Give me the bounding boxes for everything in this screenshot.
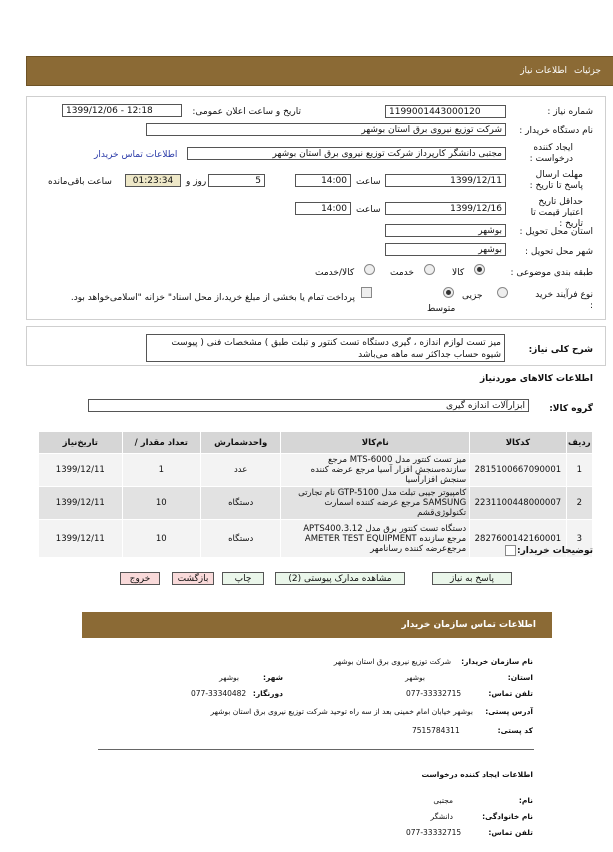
- contact-city-value: بوشهر: [219, 673, 239, 682]
- reply-button[interactable]: پاسخ به نیاز: [432, 572, 512, 585]
- cell-code: 2231100448000007: [470, 487, 566, 520]
- goods-table: [38, 431, 593, 558]
- category-goods-label: کالا: [452, 268, 465, 278]
- contact-header-bar: [82, 612, 552, 638]
- validity-label: حداقل تاریخ اعتبار قیمت تا تاریخ :: [530, 197, 583, 229]
- cell-name: دستگاه تست کنتور برق مدل APTS400.3.12 مرجع سازنده AMETER TEST EQUIPMENT مرجع‌عرضه کننده رسانامهر: [281, 520, 470, 558]
- category-service-label: خدمت: [390, 268, 414, 278]
- need-number-field: 1199001443000120: [385, 105, 506, 118]
- treasury-checkbox[interactable]: [361, 287, 372, 298]
- creator-phone-label: تلفن تماس:: [488, 828, 533, 837]
- org-label: نام سازمان خریدار:: [461, 657, 533, 666]
- table-row: [39, 487, 593, 520]
- contact-title: اطلاعات تماس سازمان خریدار: [401, 620, 536, 630]
- goods-group-field: ابزارآلات اندازه گیری: [88, 399, 529, 412]
- need-number-label: شماره نیاز :: [547, 107, 593, 117]
- cell-name: میز تست کنتور مدل MTS-6000 مرجع سازنده‌سنجش افزار آسیا مرجع عرضه کننده سنجش افزارآسیا: [281, 454, 470, 487]
- process-partial-label: جزیی: [462, 291, 483, 301]
- process-label: نوع فرآیند خرید :: [535, 290, 593, 311]
- cell-name: کامپیوتر جیبی تبلت مدل GTP-5100 نام تجارتی SAMSUNG مرجع عرضه کننده اسمارت تکنولوژی‌قشم: [281, 487, 470, 520]
- col-index: ردیف: [566, 432, 592, 454]
- contact-fax-label: دورنگار:: [252, 689, 283, 698]
- buyer-label: نام دستگاه خریدار :: [519, 126, 593, 136]
- city-field: بوشهر: [385, 243, 506, 256]
- creator-info-title: اطلاعات ایجاد کننده درخواست: [421, 770, 533, 779]
- buyer-field: شرکت توزیع نیروی برق استان بوشهر: [146, 123, 506, 136]
- province-field: بوشهر: [385, 224, 506, 237]
- creator-name-value: مجتبی: [433, 796, 453, 805]
- remaining-time-field: 01:23:34: [125, 174, 181, 187]
- city-label: شهر محل تحویل :: [524, 247, 593, 257]
- contact-phone-label: تلفن تماس:: [488, 689, 533, 698]
- days-label: روز و: [186, 177, 207, 187]
- cell-index: 2: [566, 487, 592, 520]
- col-date: تاریخ‌نیاز: [39, 432, 123, 454]
- announce-field: 1399/12/06 - 12:18: [62, 104, 182, 117]
- print-button[interactable]: چاپ: [222, 572, 264, 585]
- cell-qty: 10: [122, 520, 200, 558]
- description-text: میز تست لوازم اندازه ، گیری دستگاه تست کنتور و تبلت طبق ) مشخصات فنی ( پیوست شیوه حساب جداکثر سه ماهه می‌باشد: [146, 334, 505, 362]
- contact-postal-value: 7515784311: [412, 726, 460, 735]
- buyer-contact-link[interactable]: اطلاعات تماس خریدار: [94, 150, 178, 160]
- buyer-notes-checkbox[interactable]: [505, 545, 516, 556]
- cell-unit: عدد: [200, 454, 280, 487]
- province-label: استان محل تحویل :: [519, 227, 593, 237]
- cell-date: 1399/12/11: [39, 487, 123, 520]
- cell-date: 1399/12/11: [39, 454, 123, 487]
- contact-fax-value: 077-33340482: [191, 689, 247, 698]
- col-unit: واحدشمارش: [200, 432, 280, 454]
- cell-date: 1399/12/11: [39, 520, 123, 558]
- process-partial-radio[interactable]: [497, 287, 508, 298]
- category-service-radio[interactable]: [424, 264, 435, 275]
- days-field: 5: [208, 174, 265, 187]
- contact-city-label: شهر:: [263, 673, 283, 682]
- announce-label: تاریخ و ساعت اعلان عمومی:: [192, 107, 301, 117]
- process-medium-radio[interactable]: [443, 287, 454, 298]
- category-label: طبقه بندی موضوعی :: [510, 268, 593, 278]
- deadline-date-field: 1399/12/11: [385, 174, 506, 187]
- contact-postal-label: کد پستی:: [497, 726, 533, 735]
- creator-family-label: نام خانوادگی:: [482, 812, 533, 821]
- cell-qty: 1: [122, 454, 200, 487]
- description-label: شرح کلی نیاز:: [528, 345, 593, 355]
- category-goods-service-radio[interactable]: [364, 264, 375, 275]
- creator-phone-value: 077-33332715: [406, 828, 462, 837]
- contact-divider: [98, 749, 534, 750]
- cell-unit: دستگاه: [200, 520, 280, 558]
- tab-details[interactable]: جزئیات: [574, 66, 601, 76]
- cell-index: 1: [566, 454, 592, 487]
- goods-group-label: گروه کالا:: [549, 404, 593, 414]
- contact-address-label: آدرس پستی:: [485, 707, 533, 716]
- col-code: کدکالا: [470, 432, 566, 454]
- category-goods-service-label: کالا/خدمت: [315, 268, 355, 278]
- category-goods-radio[interactable]: [474, 264, 485, 275]
- cell-code: 2827600142160001: [470, 520, 566, 558]
- table-row: [39, 454, 593, 487]
- validity-date-field: 1399/12/16: [385, 202, 506, 215]
- creator-family-value: دانشگر: [430, 812, 453, 821]
- contact-province-label: استان:: [507, 673, 533, 682]
- exit-button[interactable]: خروج: [120, 572, 160, 585]
- cell-index: 3: [566, 520, 592, 558]
- payment-note: پرداخت تمام یا بخشی از مبلغ خرید،از محل اسناد" خزانه "اسلامی‌خواهد بود.: [70, 293, 355, 303]
- deadline-label: مهلت ارسال پاسخ تا تاریخ :: [529, 170, 583, 191]
- deadline-time-label: ساعت: [356, 177, 381, 187]
- cell-qty: 10: [122, 487, 200, 520]
- cell-code: 2815100667090001: [470, 454, 566, 487]
- cell-unit: دستگاه: [200, 487, 280, 520]
- contact-province-value: بوشهر: [405, 673, 425, 682]
- remaining-label: ساعت باقی‌مانده: [48, 177, 112, 187]
- deadline-time-field: 14:00: [295, 174, 351, 187]
- creator-label: ایجاد کننده درخواست :: [529, 143, 573, 164]
- validity-time-field: 14:00: [295, 202, 351, 215]
- goods-title: اطلاعات کالاهای موردنیاز: [479, 374, 593, 384]
- attachments-button[interactable]: مشاهده مدارک پیوستی (2): [275, 572, 405, 585]
- col-qty: تعداد مقدار /: [122, 432, 200, 454]
- col-name: نام‌کالا: [281, 432, 470, 454]
- contact-phone-value: 077-33332715: [406, 689, 462, 698]
- validity-time-label: ساعت: [356, 205, 381, 215]
- org-value: شرکت توزیع نیروی برق استان بوشهر: [333, 657, 451, 666]
- creator-name-label: نام:: [518, 796, 533, 805]
- tab-need-info[interactable]: اطلاعات نیاز: [520, 66, 567, 76]
- process-medium-label: متوسط: [427, 304, 456, 314]
- buyer-notes-label: توضیحات خریدار:: [517, 546, 593, 556]
- contact-address-value: بوشهر خیابان امام خمینی بعد از سه راه توحید شرکت توزیع نیروی برق استان بوشهر: [210, 707, 473, 716]
- page-header-bar: [26, 56, 613, 86]
- creator-field: مجتبی دانشگر کارپرداز شرکت توزیع نیروی برق استان بوشهر: [187, 147, 506, 160]
- back-button[interactable]: بازگشت: [172, 572, 214, 585]
